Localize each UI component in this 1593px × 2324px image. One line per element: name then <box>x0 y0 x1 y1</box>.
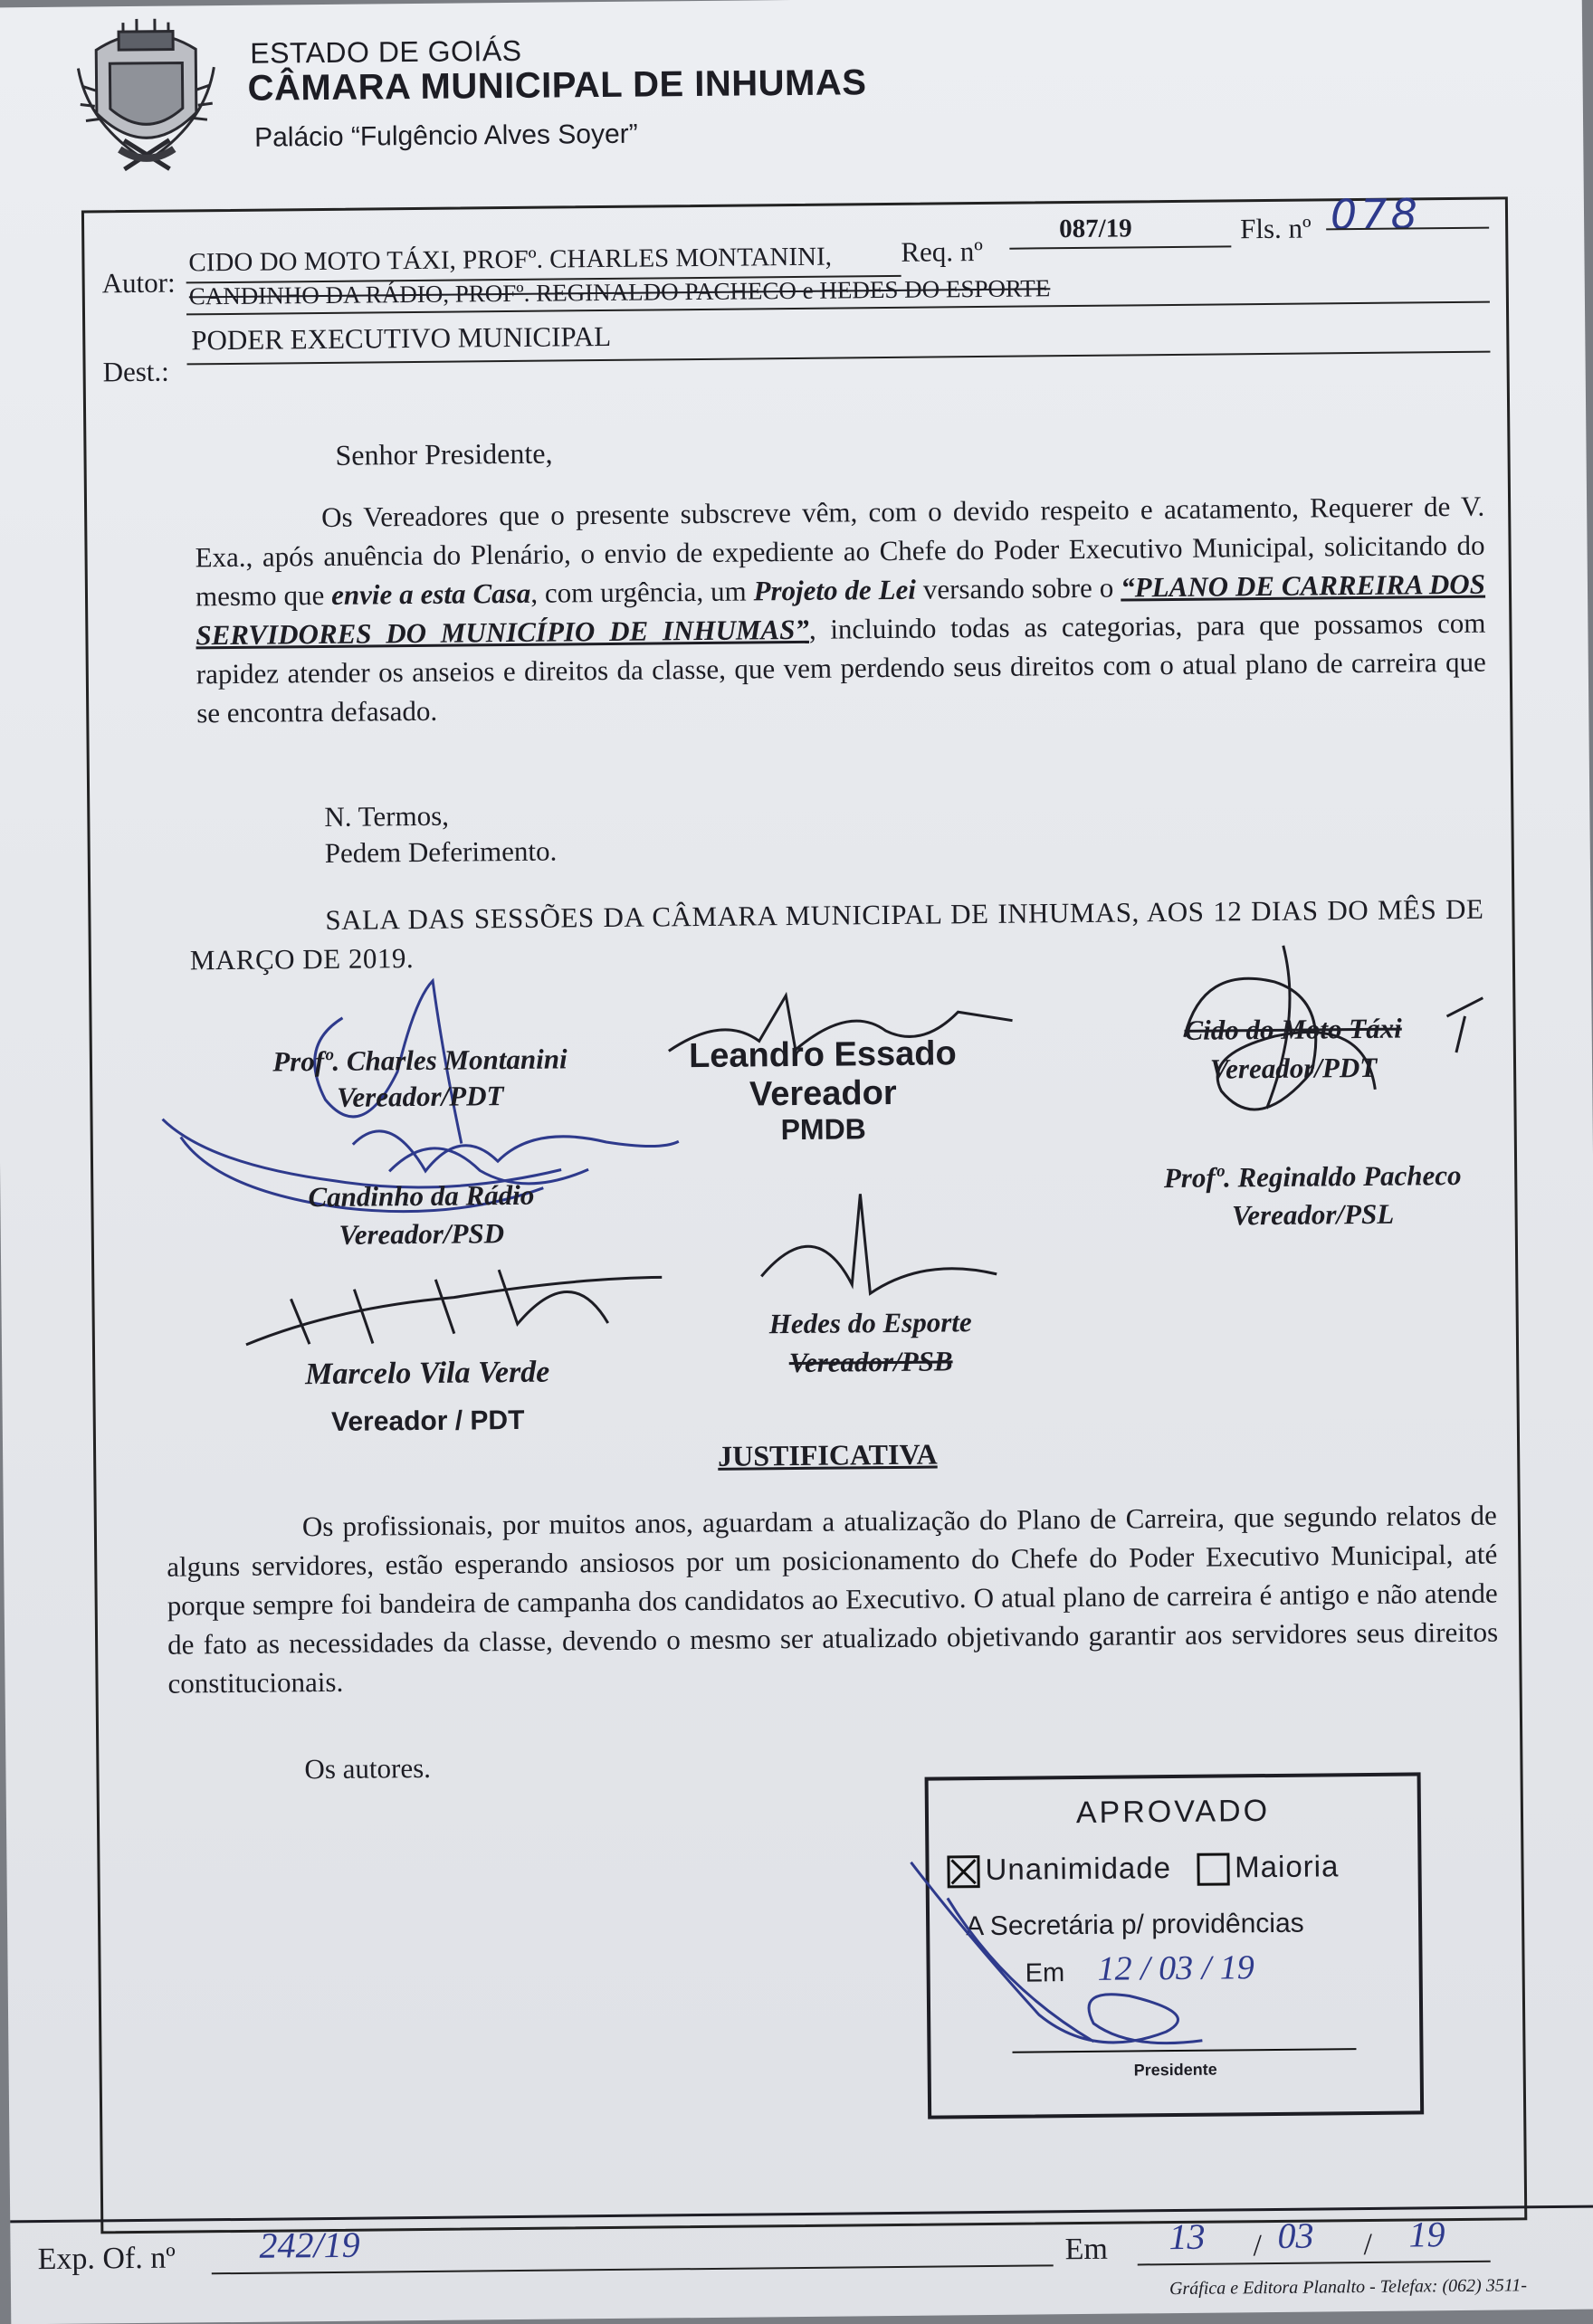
footer-date-label: Em <box>1064 2232 1108 2267</box>
secretary-note: A Secretária p/ providências <box>965 1908 1304 1942</box>
signer-name-candinho: Candinho da Rádio <box>308 1178 535 1214</box>
majority-label: Maioria <box>1235 1849 1340 1884</box>
approval-stamp <box>925 1772 1425 2119</box>
document-page: ESTADO DE GOIÁS CÂMARA MUNICIPAL DE INHUMAS Palácio “Fulgêncio Alves Soyer” Autor: CIDO DO MOTO TÁXI, PROFº. CHARLES MONTANINI, CANDINHO DA RÁDIO, PROFº. REGINALDO PACHECO e HEDES DO ESPORTE Req. nº 087/19 Fls. nº 078 Dest.: PODER EXECUTIVO MUNICIPAL Senhor Presidente, Os Vereadores que o presente subscreve vêm, com o devido respeito e acatamento, Requerer de V. Exa., após anuência do Plenário, o envio de expediente ao Chefe do Poder Executivo Municipal, solicitando do mesmo que envie a esta Casa, com urgência, um Projeto de Lei versando sobre o “PLANO DE CARREIRA DOS SERVIDORES DO MUNICÍPIO DE INHUMAS”, incluindo todas as categorias, para que possamos com rapidez atender os anseios e direitos da classe, que vem perdendo seus direitos com o atual plano de carreira que se encontra defasado. N. Termos, Pedem Deferimento. SALA DAS SESSÕES DA CÂMARA MUNICIPAL DE INHUMAS, AOS 12 DIAS DO MÊS DE MARÇO DE 2019. Profº. Charles Montanini Vereador/PDT Leandro Essado Vereador PMDB Cido do Moto Táxi Vereador/PDT Candinho da Rádio Vereador/PSD Profº. Reginaldo Pacheco Vereador/PSL Hedes do Esporte Vereador/PSB Marcelo Vila Verde Vereador / PDT JUSTIFICATIVA Os profissionais, por muitos anos, aguardam a atualização do Plano de Carreira, que segundo relatos de alguns servidores, estão esperando ansiosos por um posicionamento do Chefe do Poder Executivo Municipal, até porque sempre foi bandeira de campanha dos candidatos ao Executivo. O atual plano de carreira é antigo e não atende de fato as necessidades da classe, devendo o mesmo ser atualizado objetivando garantir aos servidores seus direitos constitucionais. Os autores. APROVADO Unanimidade Maioria A Secretária p/ providências Em 12 / 03 / 19 Presidente Exp. Of. nº 242/19 Em 13 / 03 / 19 Gráfica e Editora Planalto - Telefax: (062) 3511- <box>0 0 1593 2324</box>
unanimity-label: Unanimidade <box>985 1851 1172 1887</box>
fls-number: 078 <box>1330 189 1422 240</box>
justification-text: Os profissionais, por muitos anos, aguardam a atualização do Plano de Carreira, que segundo relatos de alguns servidores, estão esperando ansiosos por um posicionamento do Chefe do Poder Executivo Municipal, até porque sempre foi bandeira de campanha dos candidatos ao Executivo. O atual plano de carreira é antigo e não atende de fato as necessidades da classe, devendo o mesmo ser atualizado objetivando garantir aos servidores seus direitos constitucionais. <box>167 1499 1499 1700</box>
authors-line: Os autores. <box>304 1751 432 1786</box>
signer-name-cido: Cido do Moto Táxi <box>1184 1012 1402 1046</box>
signer-name-reginaldo: Profº. Reginaldo Pacheco <box>1163 1158 1462 1195</box>
closing-request: Pedem Deferimento. <box>324 834 558 869</box>
footer-date-day: 13 <box>1169 2215 1206 2258</box>
signer-role-hedes: Vereador/PSB <box>788 1345 953 1379</box>
president-signature-scribble <box>892 1822 1402 2098</box>
author-line-1: CIDO DO MOTO TÁXI, PROFº. CHARLES MONTANINI, <box>188 242 833 278</box>
signer-name-marcelo: Marcelo Vila Verde <box>305 1355 550 1392</box>
stamp-date-value: 12 / 03 / 19 <box>1097 1948 1254 1988</box>
signature-scribble-cido <box>1148 925 1512 1168</box>
fls-label: Fls. nº <box>1239 212 1312 245</box>
signer-name-charles: Profº. Charles Montanini <box>272 1043 568 1078</box>
approval-title: APROVADO <box>1075 1794 1271 1831</box>
dest-value: PODER EXECUTIVO MUNICIPAL <box>191 319 612 357</box>
stamp-signer: Presidente <box>1133 2060 1217 2080</box>
closing-terms: N. Termos, <box>324 799 450 833</box>
signer-name-hedes: Hedes do Esporte <box>768 1306 972 1340</box>
header-state: ESTADO DE GOIÁS <box>250 33 522 70</box>
justification-title: JUSTIFICATIVA <box>717 1437 938 1472</box>
signature-scribble-hedes <box>742 1175 1016 1327</box>
signer-role-candinho: Vereador/PSD <box>339 1217 505 1251</box>
printer-credit: Gráfica e Editora Planalto - Telefax: (062) 3511- <box>1169 2275 1528 2300</box>
salutation: Senhor Presidente, <box>335 436 553 471</box>
req-label: Req. nº <box>901 234 984 268</box>
signer-party-leandro: PMDB <box>780 1112 866 1147</box>
header-chamber: CÂMARA MUNICIPAL DE INHUMAS <box>247 62 867 109</box>
exp-number: 242/19 <box>259 2224 360 2266</box>
request-paragraph: Os Vereadores que o presente subscreve vêm, com o devido respeito e acatamento, Requerer de V. Exa., após anuência do Plenário, o envio de expediente ao Chefe do Poder Executivo Municipal, solicitando do mesmo que envie a esta Casa, com urgência, um Projeto de Lei versando sobre o “PLANO DE CARREIRA DOS SERVIDORES DO MUNICÍPIO DE INHUMAS”, incluindo todas as categorias, para que possamos com rapidez atender os anseios e direitos da classe, que vem perdendo seus direitos com o atual plano de carreira que se encontra defasado. <box>195 490 1486 729</box>
session-statement: SALA DAS SESSÕES DA CÂMARA MUNICIPAL DE INHUMAS, AOS 12 DIAS DO MÊS DE MARÇO DE 2019. <box>189 892 1484 976</box>
header-palace: Palácio “Fulgêncio Alves Soyer” <box>253 119 638 153</box>
signer-name-leandro: Leandro Essado <box>688 1034 957 1076</box>
author-line-2: CANDINHO DA RÁDIO, PROFº. REGINALDO PACHECO e HEDES DO ESPORTE <box>188 274 1051 310</box>
dest-label: Dest.: <box>102 355 169 388</box>
signer-role-reginaldo: Vereador/PSL <box>1231 1197 1395 1232</box>
author-label: Autor: <box>101 266 176 300</box>
signer-role-leandro: Vereador <box>749 1073 897 1114</box>
coat-of-arms-logo <box>69 13 224 182</box>
req-number: 087/19 <box>1059 214 1132 244</box>
footer-date-year: 19 <box>1408 2214 1445 2255</box>
stamp-date-label: Em <box>1025 1958 1065 1988</box>
signer-role-cido: Vereador/PDT <box>1209 1051 1378 1085</box>
signer-role-marcelo: Vereador / PDT <box>330 1405 525 1437</box>
footer-date-month: 03 <box>1277 2214 1314 2256</box>
signer-role-charles: Vereador/PDT <box>337 1080 504 1113</box>
exp-label: Exp. Of. nº <box>37 2241 176 2277</box>
